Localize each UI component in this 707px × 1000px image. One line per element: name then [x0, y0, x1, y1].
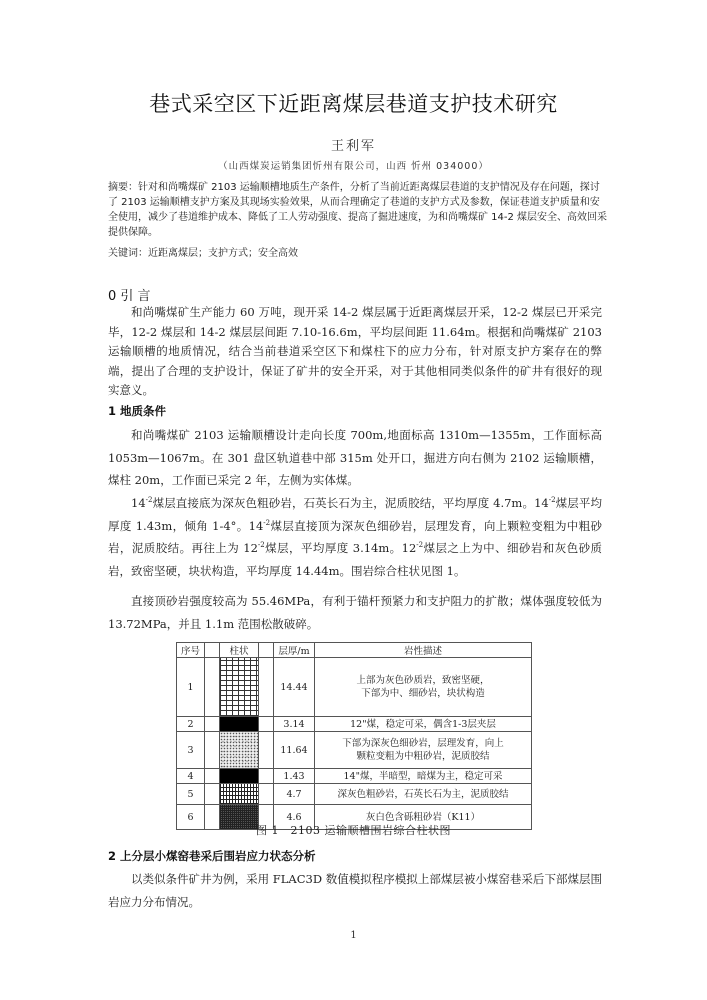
text-run: 14: [131, 496, 146, 510]
desc-line: 上部为灰色砂质岩，致密坚硬，: [356, 675, 490, 686]
desc-line: 下部为中、细砂岩，块状构造: [361, 688, 485, 699]
table-row: [177, 784, 532, 805]
section-heading-geology: 1 地质条件: [108, 404, 167, 418]
cell-no: 6: [177, 805, 205, 830]
text-run: 煤层平均厚度 1.43m，倾角 1-4°。: [108, 496, 603, 533]
superscript: -2: [263, 518, 271, 527]
header-spacer: [205, 643, 220, 658]
superscript: -2: [257, 541, 265, 550]
table-row: [177, 717, 532, 732]
section-heading-stress: 2 上分层小煤窑巷采后围岩应力状态分析: [108, 849, 316, 863]
geology-paragraph-2: [108, 492, 602, 582]
abstract: 摘要：针对和尚嘴煤矿 2103 运输顺槽地质生产条件，分析了当前近距离煤层巷道的支护情况及存在问题，探讨了 2103 运输顺槽支护方案及其现场实验效果，从而合理确定了巷道的支护方式及参数，保证巷道支护质量和安全使用，减少了巷道维护成本、降低了工人劳动强度、提高了掘进速度，为和尚嘴煤矿 14-2 煤层安全、高效回采提供保障。: [108, 182, 608, 238]
cell-description: 12"煤，稳定可采，偶含1-3层夹层: [315, 717, 532, 732]
cell-spacer: [259, 784, 274, 805]
text-run: 煤层直接顶为深灰色细砂岩，层理发育，向上颗粒变粗为中粗砂岩，泥质胶结。再往上为: [108, 518, 603, 555]
cell-pattern: [220, 769, 259, 784]
table-row: [177, 732, 532, 769]
cell-thickness: 14.44: [274, 658, 315, 717]
cell-description: [315, 732, 532, 769]
paper-title: 巷式采空区下近距离煤层巷道支护技术研究: [149, 92, 558, 116]
header-spacer: [259, 643, 274, 658]
superscript: -2: [416, 541, 424, 550]
stress-paragraph: 以类似条件矿井为例，采用 FLAC3D 数值模拟程序模拟上部煤层被小煤窑巷采后下部煤层围岩应力分布情况。: [108, 872, 602, 909]
page-number: 1: [350, 930, 357, 941]
text-run: 12: [243, 541, 258, 555]
text-run: 12: [401, 541, 417, 555]
desc-line: 下部为深灰色细砂岩，层理发育，向上: [342, 738, 504, 749]
cell-description: [315, 658, 532, 717]
cell-thickness: 3.14: [274, 717, 315, 732]
desc-line: 颗粒变粗为中粗砂岩，泥质胶结: [356, 751, 490, 762]
cell-spacer: [259, 658, 274, 717]
header-column: 柱状: [220, 643, 259, 658]
table-row: [177, 769, 532, 784]
cell-spacer: [259, 717, 274, 732]
coal-pattern: [220, 769, 258, 783]
cell-spacer: [205, 658, 220, 717]
cell-description: 14"煤，半暗型，暗煤为主，稳定可采: [315, 769, 532, 784]
cell-no: 4: [177, 769, 205, 784]
geology-paragraph-1: 和尚嘴煤矿 2103 运输顺槽设计走向长度 700m,地面标高 1310m—1355m，工作面标高 1053m—1067m。在 301 盘区轨道巷中部 315m 处开口，掘进方向右侧为 2102 运输顺槽，煤柱 20m，工作面已采完 2 年，左侧为实体煤。: [108, 428, 602, 487]
text-run: 煤层，平均厚度 3.14m。: [264, 541, 402, 555]
text-run: 14: [534, 496, 549, 510]
text-run: 煤层直接底为深灰色粗砂岩，石英长石为主，泥质胶结，平均厚度 4.7m。: [152, 496, 535, 510]
cell-pattern: [220, 784, 259, 805]
table-header-row: [177, 643, 532, 658]
table-row: [177, 658, 532, 717]
intro-paragraph: 和尚嘴煤矿生产能力 60 万吨，现开采 14-2 煤层属于近距离煤层开采，12-2 煤层已开采完毕，12-2 煤层和 14-2 煤层层间距 7.10-16.6m，平均层间距 11.64m。根据和尚嘴煤矿 2103 运输顺槽的地质情况，结合当前巷道采空区下和煤柱下的应力分布，针对原支护方案存在的弊端，提出了合理的支护设计，保证了矿井的安全开采，对于其他相同类似条件的矿井有很好的现实意义。: [108, 305, 602, 397]
header-no: 序号: [177, 643, 205, 658]
header-description: 岩性描述: [315, 643, 532, 658]
cell-thickness: 4.7: [274, 784, 315, 805]
cell-spacer: [259, 732, 274, 769]
cell-description: 灰白色含砾粗砂岩（K11）: [315, 805, 532, 830]
author-name: 王利军: [330, 139, 376, 154]
cell-no: 5: [177, 784, 205, 805]
superscript: -2: [145, 496, 153, 505]
cell-pattern: [220, 732, 259, 769]
header-thickness: 层厚/m: [274, 643, 315, 658]
cell-spacer: [205, 732, 220, 769]
sandy-mudstone-pattern: [220, 658, 258, 716]
geology-paragraph-3: 直接顶砂岩强度较高为 55.46MPa，有利于锚杆预紧力和支护阻力的扩散；煤体强度较低为 13.72MPa，并且 1.1m 范围松散破碎。: [108, 594, 602, 631]
text-run: 14: [248, 518, 264, 533]
section-heading-intro: 0 引 言: [108, 289, 151, 304]
cell-thickness: 11.64: [274, 732, 315, 769]
fine-sandstone-pattern: [220, 732, 258, 768]
cell-thickness: 4.6: [274, 805, 315, 830]
superscript: -2: [548, 496, 556, 505]
cell-spacer: [205, 769, 220, 784]
cell-spacer: [205, 784, 220, 805]
figure-caption: 图 1 2103 运输顺槽围岩综合柱状图: [256, 824, 451, 837]
keywords: 关键词：近距离煤层；支护方式；安全高效: [108, 248, 298, 259]
cell-no: 2: [177, 717, 205, 732]
cell-no: 3: [177, 732, 205, 769]
strata-column-table: [176, 642, 532, 830]
cell-no: 1: [177, 658, 205, 717]
cell-thickness: 1.43: [274, 769, 315, 784]
cell-pattern: [220, 658, 259, 717]
cell-pattern: [220, 717, 259, 732]
coarse-sandstone-pattern: [220, 784, 258, 804]
author-affiliation: （山西煤炭运销集团忻州有限公司，山西 忻州 034000）: [218, 161, 489, 172]
cell-spacer: [259, 769, 274, 784]
cell-description: 深灰色粗砂岩，石英长石为主，泥质胶结: [315, 784, 532, 805]
cell-spacer: [205, 717, 220, 732]
coal-pattern: [220, 717, 258, 731]
text-run: 煤层之上为中、细砂岩和灰色砂质岩，致密坚硬，块状构造，平均厚度 14.44m。围岩综合柱状见图 1。: [108, 541, 603, 578]
